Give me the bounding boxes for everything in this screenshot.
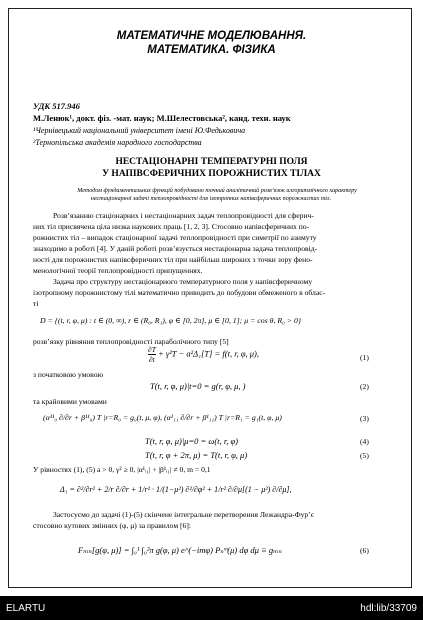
paper-title-line1: НЕСТАЦІОНАРНІ ТЕМПЕРАТУРНІ ПОЛЯ: [115, 157, 308, 167]
equation-5: T(t, r, φ + 2π, μ) = T(t, r, φ, μ): [145, 450, 248, 460]
body-line: ності для порожнистих напівсферичних тіл при найбільш широких з точки зору фено-: [33, 255, 313, 264]
equation-number: (6): [360, 546, 369, 555]
body-line: Застосуємо до задачі (1)-(5) скінчене інтегральне перетворення Лежандра-Фур’є: [53, 510, 314, 519]
body-line: У рівностях (1), (5) a > 0, γ² ≥ 0, |α¹ᵢ₁| + |β¹ᵢ₁| ≠ 0, m = 0,1: [33, 465, 211, 474]
affiliation-1: ¹Чернівецький національний університет імені Ю.Федьковича: [33, 126, 246, 135]
equation-number: (4): [360, 437, 369, 446]
abstract: Методом фундаментальних функцій побудовано точний аналітичний розв’язок алгоритмічного характеру нестаціонарної задачі теплопровідності для ізотропних напівсферичних порожнистих тіл.: [77, 188, 357, 202]
body-line: них тіл присвячена ціла низка наукових праць [1, 2, 3]. Стосовно напівсферичних по-: [33, 222, 310, 231]
partial-fraction: $\frac{\partial T}{\partial t}$: [148, 345, 156, 364]
body-line: Розв’язанню стаціонарних і нестаціонарних задач теплопровідності для сферич-: [53, 211, 314, 220]
equation-1: [148, 345, 259, 364]
footer-handle: hdl:lib/33709: [360, 603, 417, 614]
affiliation-2: ²Тернопільська академія народного господарства: [33, 138, 202, 147]
equation-number: (1): [360, 353, 369, 362]
body-line: ті: [33, 299, 39, 308]
equation-4: T(t, r, φ, μ)|μ=0 = ω(t, r, φ): [145, 436, 239, 446]
footer-repository-name: ELARTU: [6, 603, 46, 614]
equation-1-rhs: + γ²T − a²Δ₁[T] = f(t, r, φ, μ),: [158, 348, 259, 359]
equation-number: (3): [360, 414, 369, 423]
body-line: розв’язку рівняння теплопровідності параболічного типу [5]: [33, 337, 229, 346]
udk-code: УДК 517.946: [33, 101, 80, 111]
equation-number: (2): [360, 382, 369, 391]
body-line: знаходимо в роботі [4]. У даній роботі розв’язується нестаціонарна задача теплопровід-: [33, 244, 318, 253]
equation-2: T(t, r, φ, μ)|t=0 = g(r, φ, μ, ): [150, 381, 246, 391]
body-line: ізотропному порожнистому тілі математично приводить до побудови обмеженого в облас-: [33, 288, 326, 297]
equation-3: (α¹¹₀ ∂/∂r + β¹¹₀) T |r=R₀ = g₀(t, μ, φ), (α¹₁₁ ∂/∂r + β¹₁₁) T |r=R₁ = g₁(t, φ, μ): [43, 413, 282, 422]
domain-definition: D = {(t, r, φ, μ) : t ∈ (0, ∞), r ∈ (R₀, R₁), φ ∈ [0, 2π], μ ∈ [0, 1]; μ = cos θ, R₀ > 0}: [40, 316, 302, 325]
body-line: Задача про структуру нестаціонарного температурного поля у напівсферичному: [53, 277, 313, 286]
laplacian-definition: Δ₁ = ∂²/∂r² + 2/r ∂/∂r + 1/r² · 1/(1−μ²) ∂²/∂φ² + 1/r² ∂/∂μ[(1 − μ²) ∂/∂μ],: [60, 485, 292, 494]
body-line: стосовно кутових змінних (φ, μ) за правилом [6]:: [33, 521, 191, 530]
page-frame: [8, 8, 412, 588]
paper-title-line2: У НАПІВСФЕРИЧНИХ ПОРОЖНИСТИХ ТІЛАХ: [102, 169, 321, 179]
body-line: рожнистих тіл – випадок стаціонарної задачі теплопровідності при симетрії по азимуту: [33, 233, 317, 242]
equation-6: Fₘₙ[g(φ, μ)] = ∫₀¹ ∫₀²π g(φ, μ) e^(−imφ) Pₙᵐ(μ) dφ dμ ≡ gₘₙ: [78, 545, 282, 555]
body-line: з початковою умовою: [33, 370, 104, 379]
authors-line: М.Ленюк¹, докт. фіз. -мат. наук; М.Шелестовська², канд. техн. наук: [33, 113, 291, 123]
body-line: та крайовими умовами: [33, 397, 107, 406]
equation-number: (5): [360, 451, 369, 460]
journal-section-subheader: МАТЕМАТИКА. ФІЗИКА: [147, 44, 276, 56]
journal-section-header: МАТЕМАТИЧНЕ МОДЕЛЮВАННЯ.: [116, 30, 307, 42]
body-line: менологічної теорії теплопровідності припущеннях.: [33, 266, 203, 275]
